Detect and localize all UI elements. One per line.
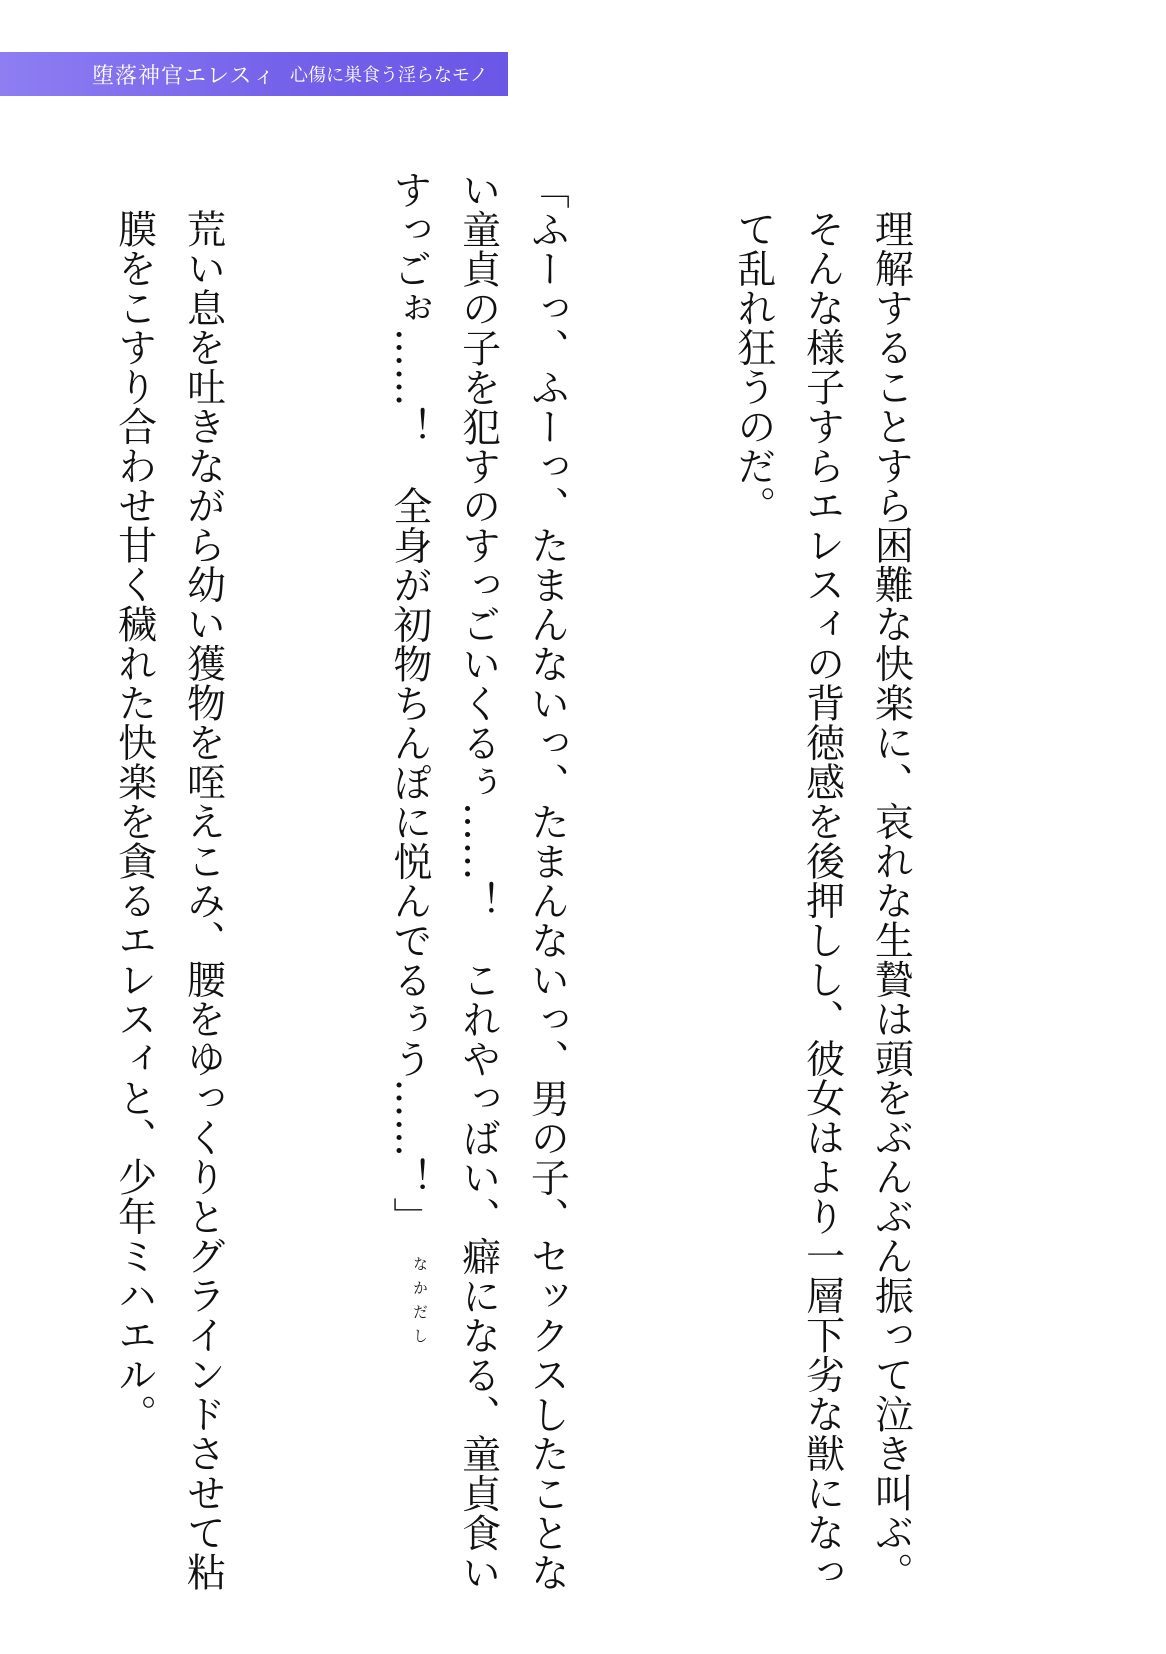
vertical-body-text bbox=[0, 170, 1062, 1592]
book-subtitle: 心傷に巣食う淫らなモノ bbox=[290, 65, 488, 86]
running-header bbox=[0, 52, 508, 96]
paragraph-2: 荒い息を吐きながら幼い獲物を咥えこみ、腰をゆっくりとグラインドさせて粘 膜をこすり合わせ甘く穢れた快楽を貪るエレスィと、少年ミハエル。 bbox=[111, 209, 226, 1592]
dialogue-1: 「ふーっ、ふーっ、たまんないっ、たまんないっ、男の子、セックスしたことな い童貞の子を犯すのすっごいくるぅ……！ これやっばい、癖になる、童貞食い すっごぉ……！ 全身が初物ちんぽに悦んでるぅう……！」 bbox=[386, 170, 570, 1592]
ruby-annotation: なかだし bbox=[411, 1256, 429, 1352]
book-title: 堕落神官エレスィ bbox=[92, 63, 277, 89]
paragraph-1: 理解することすら困難な快楽に、哀れな生贄は頭をぶんぶん振って泣き叫ぶ。 そんな様子すらエレスィの背徳感を後押しし、彼女はより一層下劣な獣になっ て乱れ狂うのだ。 bbox=[730, 209, 914, 1592]
